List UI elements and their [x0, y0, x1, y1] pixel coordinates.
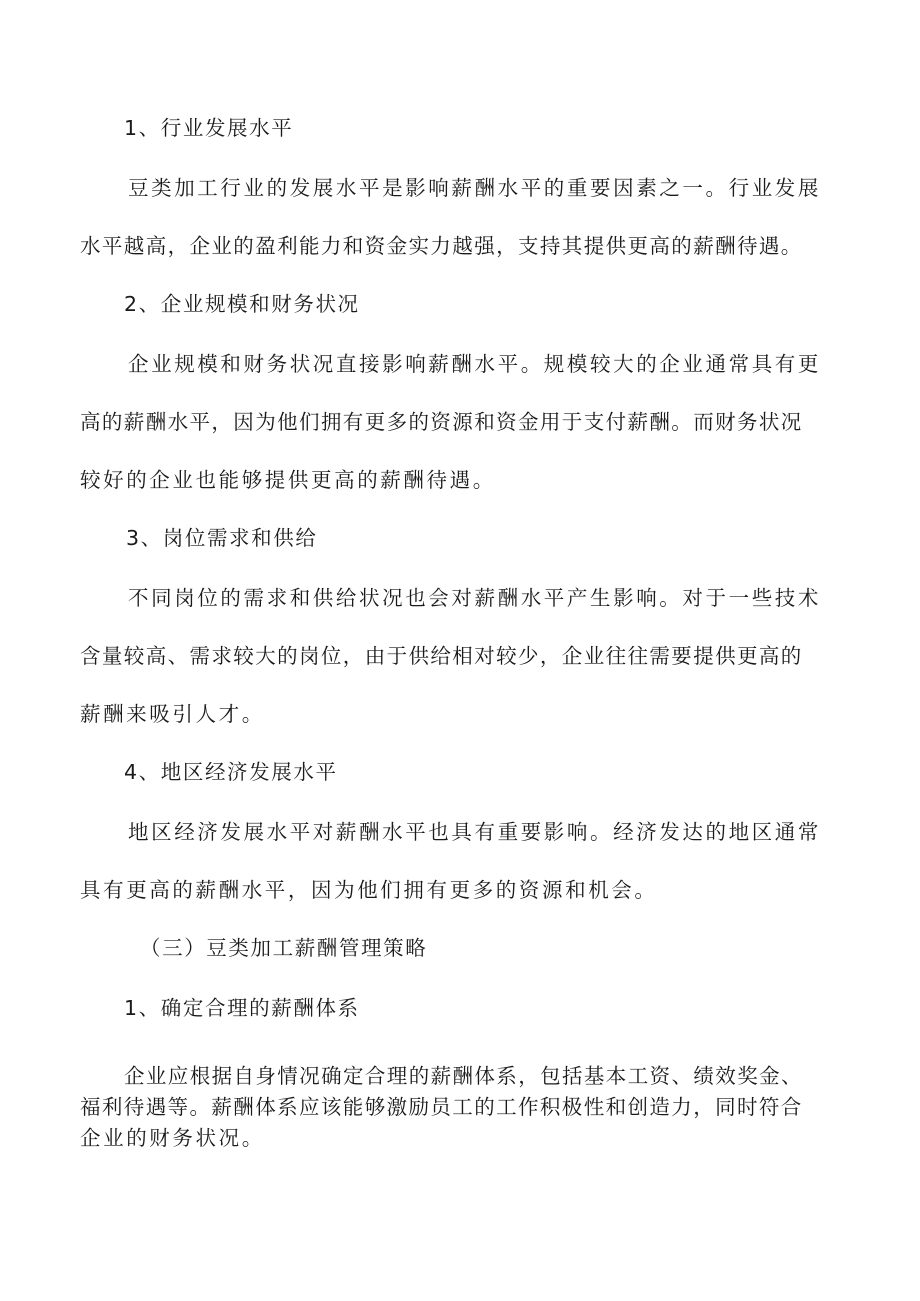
subsection-title: （三）豆类加工薪酬管理策略: [140, 936, 428, 960]
paragraph-line: 豆类加工行业的发展水平是影响薪酬水平的重要因素之一。行业发展: [128, 176, 821, 200]
paragraph-line: 不同岗位的需求和供给状况也会对薪酬水平产生影响。对于一些技术: [128, 586, 821, 610]
paragraph-line: 地区经济发展水平对薪酬水平也具有重要影响。经济发达的地区通常: [128, 820, 821, 844]
paragraph-line: 较好的企业也能够提供更高的薪酬待遇。: [80, 468, 496, 492]
paragraph-line: 高的薪酬水平，因为他们拥有更多的资源和资金用于支付薪酬。而财务状况: [80, 410, 803, 434]
section-heading-3: 3、岗位需求和供给: [126, 526, 318, 550]
paragraph-line: 企业应根据自身情况确定合理的薪酬体系，包括基本工资、绩效奖金、: [124, 1064, 803, 1088]
paragraph-line: 水平越高，企业的盈利能力和资金实力越强，支持其提供更高的薪酬待遇。: [80, 234, 803, 258]
subsection-heading-1: 1、确定合理的薪酬体系: [124, 996, 360, 1020]
section-heading-4: 4、地区经济发展水平: [124, 760, 338, 784]
paragraph-line: 企业的财务状况。: [80, 1126, 265, 1150]
section-heading-1: 1、行业发展水平: [124, 116, 294, 140]
paragraph-line: 具有更高的薪酬水平，因为他们拥有更多的资源和机会。: [80, 878, 658, 902]
section-heading-2: 2、企业规模和财务状况: [124, 292, 360, 316]
paragraph-line: 企业规模和财务状况直接影响薪酬水平。规模较大的企业通常具有更: [128, 352, 821, 376]
paragraph-line: 福利待遇等。薪酬体系应该能够激励员工的工作积极性和创造力，同时符合: [80, 1095, 803, 1119]
paragraph-line: 薪酬来吸引人才。: [80, 702, 265, 726]
paragraph-line: 含量较高、需求较大的岗位，由于供给相对较少，企业往往需要提供更高的: [80, 644, 803, 668]
